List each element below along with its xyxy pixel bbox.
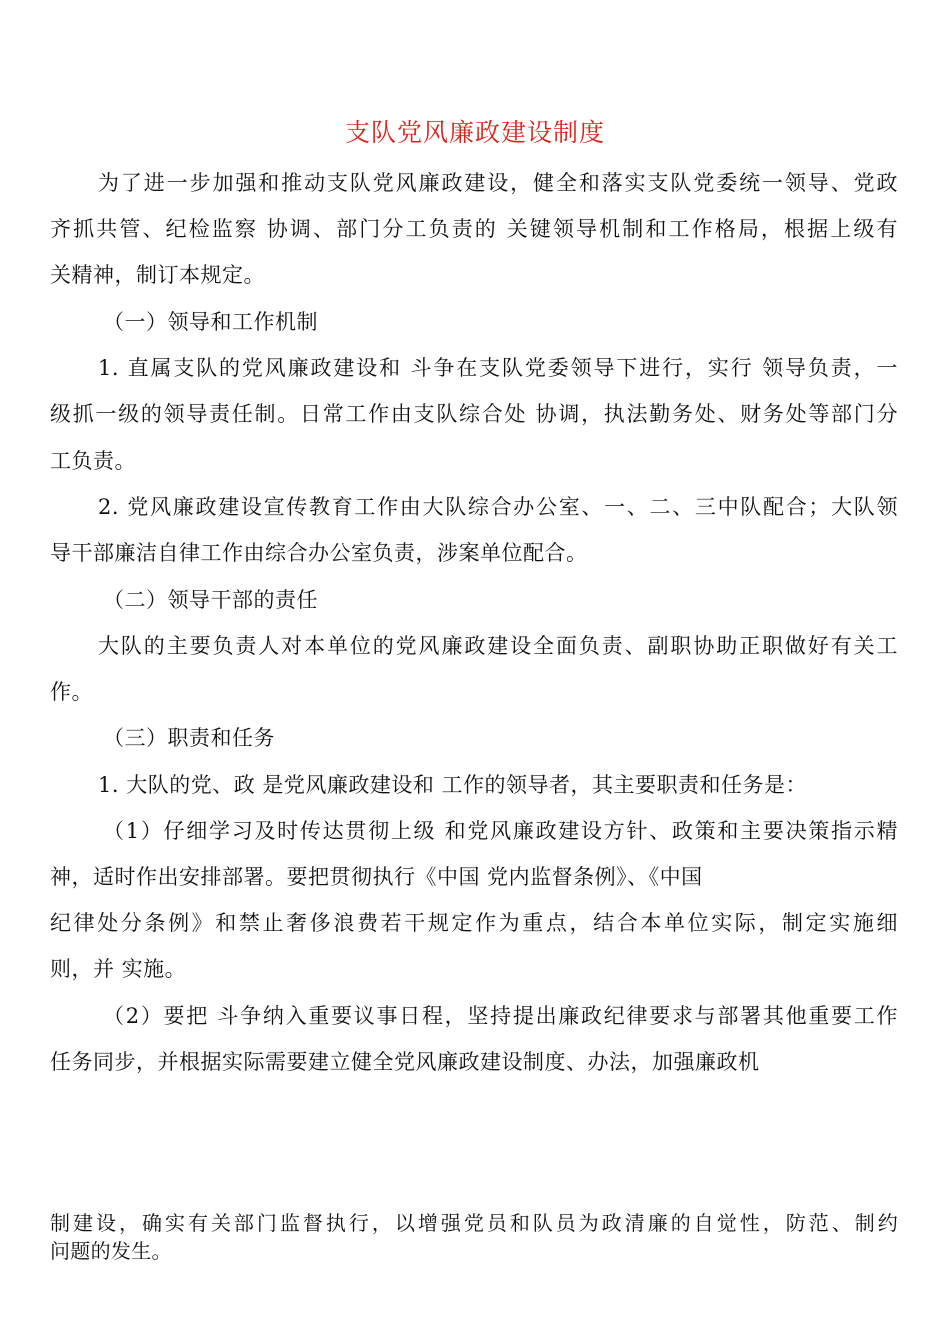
- paragraph-line: 1. 大队的党、政 是党风廉政建设和 工作的领导者，其主要职责和任务是：: [98, 773, 808, 797]
- section-heading: （一）领导和工作机制: [103, 310, 318, 334]
- paragraph-line: 2. 党风廉政建设宣传教育工作由大队综合办公室、一、二、三中队配合；大队领: [98, 495, 898, 519]
- paragraph-line: 齐抓共管、纪检监察 协调、部门分工负责的 关键领导机制和工作格局，根据上级有: [50, 217, 898, 241]
- paragraph-line: 导干部廉洁自律工作由综合办公室负责，涉案单位配合。: [50, 541, 588, 565]
- paragraph-line: 问题的发生。: [50, 1239, 172, 1263]
- paragraph-line: 1. 直属支队的党风廉政建设和 斗争在支队党委领导下进行，实行 领导负责，一: [98, 356, 898, 380]
- paragraph-line: 纪律处分条例》和禁止奢侈浪费若干规定作为重点，结合本单位实际，制定实施细: [50, 911, 898, 935]
- document-title: 支队党风廉政建设制度: [344, 118, 605, 147]
- paragraph-line: （2）要把 斗争纳入重要议事日程，坚持提出廉政纪律要求与部署其他重要工作: [103, 1004, 898, 1028]
- paragraph-line: 制建设，确实有关部门监督执行，以增强党员和队员为政清廉的自觉性，防范、制约: [50, 1211, 898, 1235]
- paragraph-line: 作。: [50, 680, 93, 704]
- paragraph-line: 则，并 实施。: [50, 957, 187, 981]
- paragraph-line: 为了进一步加强和推动支队党风廉政建设，健全和落实支队党委统一领导、党政: [98, 171, 898, 195]
- paragraph-line: 工负责。: [50, 449, 136, 473]
- paragraph-line: 大队的主要负责人对本单位的党风廉政建设全面负责、副职协助正职做好有关工: [98, 634, 898, 658]
- section-heading: （三）职责和任务: [103, 726, 275, 750]
- paragraph-line: 任务同步，并根据实际需要建立健全党风廉政建设制度、办法，加强廉政机: [50, 1050, 760, 1074]
- paragraph-line: （1）仔细学习及时传达贯彻上级 和党风廉政建设方针、政策和主要决策指示精: [103, 819, 898, 843]
- paragraph-line: 级抓一级的领导责任制。日常工作由支队综合处 协调，执法勤务处、财务处等部门分: [50, 402, 898, 426]
- paragraph-line: 神，适时作出安排部署。要把贯彻执行《中国 党内监督条例》、《中国: [50, 865, 703, 889]
- section-heading: （二）领导干部的责任: [103, 588, 318, 612]
- paragraph-line: 关精神，制订本规定。: [50, 263, 265, 287]
